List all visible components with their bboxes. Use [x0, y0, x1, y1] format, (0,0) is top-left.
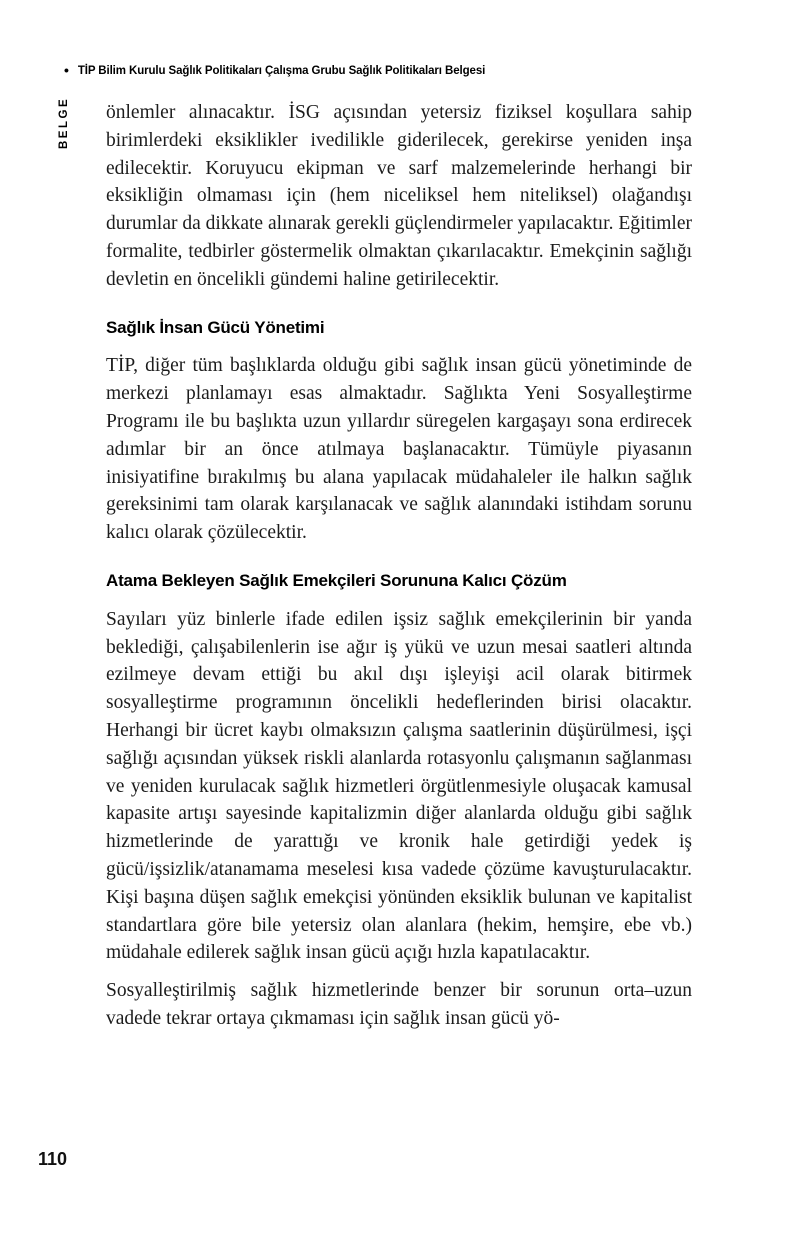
paragraph: Sosyalleştirilmiş sağlık hizmetlerinde benzer bir sorunun orta–uzun vadede tekrar ortaya çıkmaması için sağlık insan gücü yö-	[106, 980, 692, 1029]
section-heading: Sağlık İnsan Gücü Yönetimi	[106, 317, 325, 337]
side-margin-label-text: BELGE	[58, 96, 70, 149]
body-text-column	[106, 99, 692, 1043]
paragraph: TİP, diğer tüm başlıklarda olduğu gibi sağlık insan gücü yönetiminde de merkezi planlamayı esas almaktadır. Sağlıkta Yeni Sosyalleştirme Programı ile bu başlıkta uzun yıllardır süregelen kargaşayı sona erdirecek adımlar bir an önce atılmaya başlanacaktır. Tümüyle piyasanın inisiyatifine bırakılmış bu alana yapılacak müdahaleler ile halkın sağlık gereksinimi tam olarak karşılanacak ve sağlık alanındaki istihdam sorunu kalıcı olarak çözülecektir.	[106, 355, 692, 544]
bullet-icon: •	[64, 62, 69, 78]
side-margin-label	[58, 97, 70, 149]
running-header-text: TİP Bilim Kurulu Sağlık Politikaları Çalışma Grubu Sağlık Politikaları Belgesi	[77, 65, 486, 77]
section-heading: Atama Bekleyen Sağlık Emekçileri Sorununa Kalıcı Çözüm	[106, 570, 567, 590]
running-header	[64, 64, 485, 78]
paragraph: Sayıları yüz binlerle ifade edilen işsiz sağlık emekçilerinin bir yanda beklediği, çalışabilenlerin ise ağır iş yükü ve uzun mesai saatleri altında ezilmeye devam ettiği bu akıl dışı işleyişi acil olarak bitirmek sosyalleştirme programının öncelikli hedeflerinden birisi olacaktır. Herhangi bir ücret kaybı olmaksızın çalışma saatlerinin düşürülmesi, işçi sağlığı açısından yüksek riskli alanlarda rotasyonlu çalışmanın sağlanması ve yeniden kurulacak sağlık hizmetleri örgütlenmesiyle oluşacak kamusal kapasite artışı sayesinde kapitalizmin diğer alanlarda olduğu gibi sağlık hizmetlerinde de yarattığı ve kronik hale getirdiği yedek iş gücü/işsizlik/atanamama meselesi kısa vadede çözüme kavuşturulacaktır. Kişi başına düşen sağlık emekçisi yönünden eksiklik bulunan ve kapitalist standartlara göre bile yetersiz olan alanlara (hekim, hemşire, ebe vb.) müdahale edilerek sağlık insan gücü açığı hızla kapatılacaktır.	[106, 608, 692, 964]
paragraph: önlemler alınacaktır. İSG açısından yetersiz fiziksel koşullara sahip birimlerdeki eksiklikler ivedilikle giderilecek, gerekirse yeniden inşa edilecektir. Koruyucu ekipman ve sarf malzemelerinde herhangi bir eksikliğin olmaması için (hem niceliksel hem niteliksel) olağandışı durumlar da dikkate alınarak gerekli güçlendirmeler yapılacaktır. Eğitimler formalite, tedbirler göstermelik olmaktan çıkarılacaktır. Emekçinin sağlığı devletin en öncelikli gündemi haline getirilecektir.	[106, 102, 692, 290]
page-number: 110	[38, 1149, 68, 1169]
